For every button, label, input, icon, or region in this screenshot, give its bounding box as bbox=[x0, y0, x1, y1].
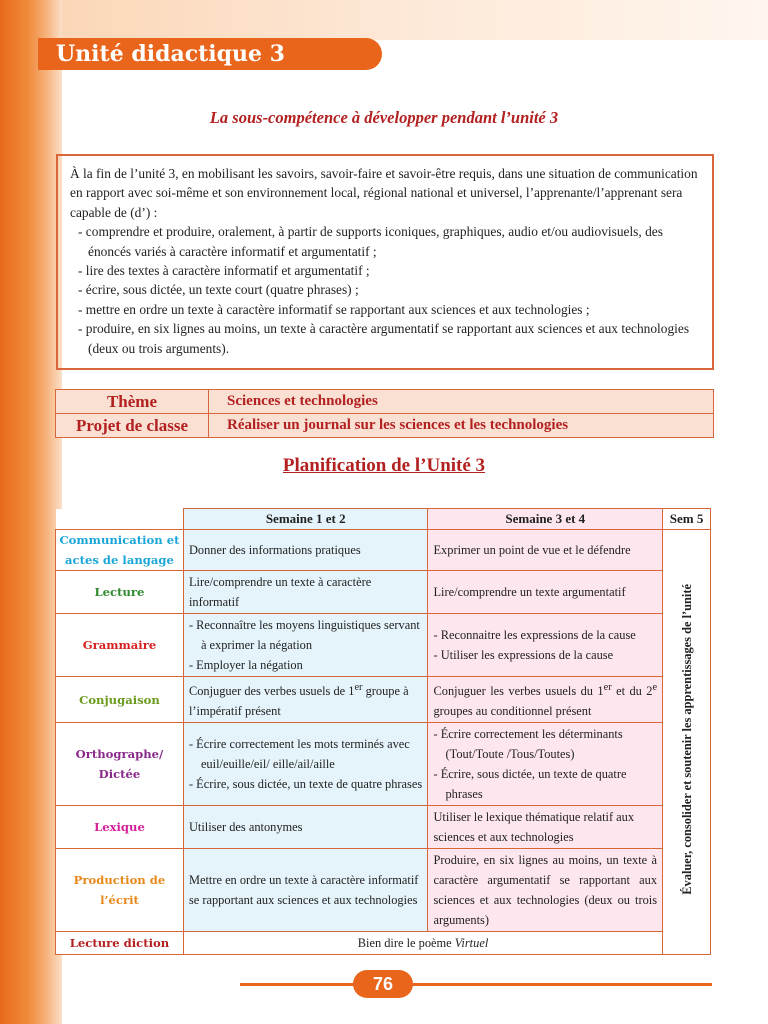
cell-text: groupe à l’impératif présent bbox=[188, 684, 409, 719]
competence-item: - comprendre et produire, oralement, à partir de supports iconiques, graphiques, audio et/ou audiovisuels, des énoncés variés à caractère informatif et argumentatif ; bbox=[78, 224, 663, 259]
footer-line bbox=[240, 983, 712, 986]
cell-orthographe-w12 bbox=[183, 723, 428, 806]
cell-item: - Employer la négation bbox=[188, 658, 303, 672]
cell-lecture-w34: Lire/comprendre un texte argumentatif bbox=[428, 571, 663, 614]
cell-diction bbox=[183, 932, 662, 955]
poem-title: Virtuel bbox=[454, 936, 489, 951]
cell-item: - Écrire correctement les déterminants (Tout/Toute /Tous/Toutes) bbox=[433, 727, 623, 762]
superscript: er bbox=[603, 682, 612, 693]
project-row bbox=[56, 414, 714, 438]
header-weeks-1-2: Semaine 1 et 2 bbox=[183, 509, 428, 530]
competence-item: - mettre en ordre un texte à caractère informatif se rapportant aux sciences et aux technologies ; bbox=[78, 301, 590, 317]
table-row bbox=[56, 806, 711, 849]
competence-item: - produire, en six lignes au moins, un texte à caractère argumentatif se rapportant aux sciences et aux technologies (deux ou trois arguments). bbox=[78, 321, 690, 356]
sub-competence-title: La sous-compétence à développer pendant l’unité 3 bbox=[209, 108, 559, 127]
cell-item: - Utiliser les expressions de la cause bbox=[433, 648, 614, 662]
cell-item: - Reconnaître les moyens linguistiques servant à exprimer la négation bbox=[188, 618, 420, 652]
row-label-orthographe: Orthographe/ Dictée bbox=[56, 723, 184, 806]
row-label-production: Production de l’écrit bbox=[56, 849, 184, 932]
theme-row bbox=[56, 390, 714, 414]
project-label: Projet de classe bbox=[56, 414, 209, 438]
cell-conjugaison-w34 bbox=[428, 677, 663, 723]
top-decorative-band bbox=[62, 0, 768, 40]
table-row bbox=[56, 932, 711, 955]
cell-communication-w12: Donner des informations pratiques bbox=[183, 530, 428, 571]
table-row bbox=[56, 530, 711, 571]
cell-lecture-w12: Lire/comprendre un texte à caractère informatif bbox=[183, 571, 428, 614]
row-label-grammaire: Grammaire bbox=[56, 614, 184, 677]
theme-value: Sciences et technologies bbox=[209, 390, 714, 414]
theme-label: Thème bbox=[56, 390, 209, 414]
table-row bbox=[56, 614, 711, 677]
cell-orthographe-w34 bbox=[428, 723, 663, 806]
cell-lexique-w12: Utiliser des antonymes bbox=[183, 806, 428, 849]
planning-table bbox=[55, 508, 711, 955]
theme-table bbox=[55, 389, 714, 438]
competence-item: - lire des textes à caractère informatif et argumentatif ; bbox=[78, 263, 370, 279]
cell-production-w34: Produire, en six lignes au moins, un texte à caractère argumentatif se rapportant aux sciences et aux technologies (deux ou trois arguments) bbox=[428, 849, 663, 932]
cell-item: - Reconnaitre les expressions de la cause bbox=[433, 628, 636, 642]
table-row bbox=[56, 677, 711, 723]
row-label-communication: Communication et actes de langage bbox=[56, 530, 184, 571]
table-row bbox=[56, 849, 711, 932]
project-value: Réaliser un journal sur les sciences et les technologies bbox=[209, 414, 714, 438]
page-number: 76 bbox=[353, 970, 413, 998]
cell-text: Conjuguer les verbes usuels du 1 bbox=[433, 684, 604, 699]
cell-grammaire-w34 bbox=[428, 614, 663, 677]
row-label-lexique: Lexique bbox=[56, 806, 184, 849]
cell-text: et du 2 bbox=[611, 684, 653, 699]
table-row bbox=[56, 723, 711, 806]
unit-title: Unité didactique 3 bbox=[38, 38, 382, 70]
row-label-lecture: Lecture bbox=[56, 571, 184, 614]
superscript: er bbox=[354, 682, 363, 693]
header-weeks-3-4: Semaine 3 et 4 bbox=[428, 509, 663, 530]
cell-item: - Écrire correctement les mots terminés avec euil/euille/eil/ eille/ail/aille bbox=[188, 737, 410, 772]
superscript: e bbox=[652, 682, 658, 693]
competence-box bbox=[56, 154, 714, 370]
cell-production-w12: Mettre en ordre un texte à caractère informatif se rapportant aux sciences et aux technologies bbox=[183, 849, 428, 932]
week-5-text: Évaluer, consolider et soutenir les apprentissages de l’unité bbox=[679, 583, 694, 895]
planning-title: Planification de l’Unité 3 bbox=[282, 455, 486, 476]
cell-lexique-w34: Utiliser le lexique thématique relatif aux sciences et aux technologies bbox=[428, 806, 663, 849]
left-decorative-band bbox=[0, 0, 62, 1024]
row-label-conjugaison: Conjugaison bbox=[56, 677, 184, 723]
planning-header-row bbox=[56, 509, 711, 530]
competence-list bbox=[70, 222, 702, 358]
cell-text: Bien dire le poème bbox=[357, 936, 455, 951]
cell-conjugaison-w12 bbox=[183, 677, 428, 723]
cell-item: - Écrire, sous dictée, un texte de quatre phrases bbox=[433, 767, 627, 802]
cell-text: Conjuguer des verbes usuels de 1 bbox=[188, 684, 355, 699]
table-row bbox=[56, 571, 711, 614]
competence-item: - écrire, sous dictée, un texte court (quatre phrases) ; bbox=[78, 282, 359, 298]
header-corner bbox=[56, 509, 184, 530]
competence-intro: À la fin de l’unité 3, en mobilisant les savoirs, savoir-faire et savoir-être requis, dans une situation de communication en rapport avec soi-même et son environnement local, régional national et universel, l’apprenante/l’apprenant sera capable de (d’) : bbox=[70, 166, 698, 220]
cell-item: - Écrire, sous dictée, un texte de quatre phrases bbox=[188, 777, 423, 792]
row-label-diction: Lecture diction bbox=[56, 932, 184, 955]
cell-communication-w34: Exprimer un point de vue et le défendre bbox=[428, 530, 663, 571]
cell-grammaire-w12 bbox=[183, 614, 428, 677]
week-5-cell bbox=[663, 530, 711, 955]
cell-text: groupes au conditionnel présent bbox=[433, 704, 592, 719]
header-week-5: Sem 5 bbox=[663, 509, 711, 530]
